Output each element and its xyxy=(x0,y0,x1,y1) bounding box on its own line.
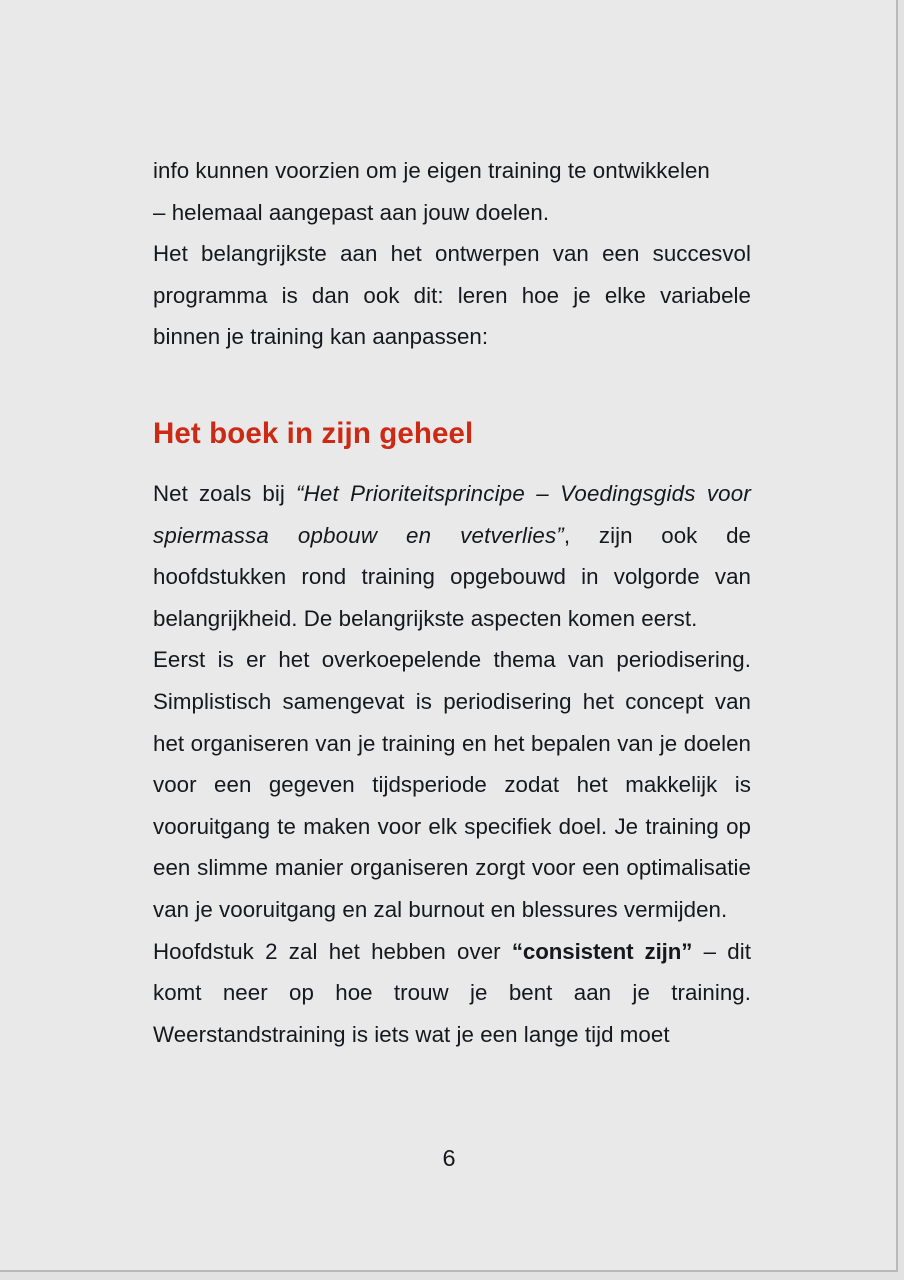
paragraph-periodisering: Eerst is er het overkoepelende thema van periodisering. Simplistisch samengevat is periodisering het concept van het organiseren van je training en het bepalen van je doelen voor een gegeven tijdsperiode zodat het makkelijk is vooruitgang te maken voor elk specifiek doel. Je training op een slimme manier organiseren zorgt voor een optimalisatie van je vooruitgang en zal burnout en blessures vermijden. xyxy=(153,647,751,922)
emphasis-consistent-zijn: “consistent zijn” xyxy=(511,938,693,964)
paragraph-program-design: Het belangrijkste aan het ontwerpen van een succesvol programma is dan ook dit: leren hoe je elke variabele binnen je training kan aanpassen: xyxy=(153,241,751,350)
page-number: 6 xyxy=(442,1145,456,1171)
heading-spacer-bottom xyxy=(153,452,751,473)
paragraph-line: info kunnen voorzien om je eigen training te ontwikkelen xyxy=(153,158,710,183)
paragraph-lead-in: Net zoals bij xyxy=(153,480,296,506)
paragraph-continuation xyxy=(153,150,751,233)
paragraph-tail: , zijn ook de hoofdstukken rond training opgebouwd in volgorde van belangrijkheid. De belangrijkste aspecten komen eerst. xyxy=(153,522,751,631)
paragraph-tail: – dit komt neer op hoe trouw je bent aan je training. Weerstandstraining is iets wat je een lange tijd moet xyxy=(153,938,751,1047)
section-heading: Het boek in zijn geheel xyxy=(153,416,474,450)
heading-spacer-top xyxy=(153,358,751,416)
paragraph-hoofdstuk-2 xyxy=(153,931,751,1056)
paragraph-line: – helemaal aangepast aan jouw doelen. xyxy=(153,199,550,225)
paragraph-lead-in: Hoofdstuk 2 zal het hebben over xyxy=(153,938,512,964)
paragraph-book-reference xyxy=(153,473,751,639)
page-content xyxy=(153,150,751,1055)
book-title-italic: “Het Prioriteitsprincipe – Voedingsgids voor spiermassa opbouw en vetverlies” xyxy=(153,480,751,548)
